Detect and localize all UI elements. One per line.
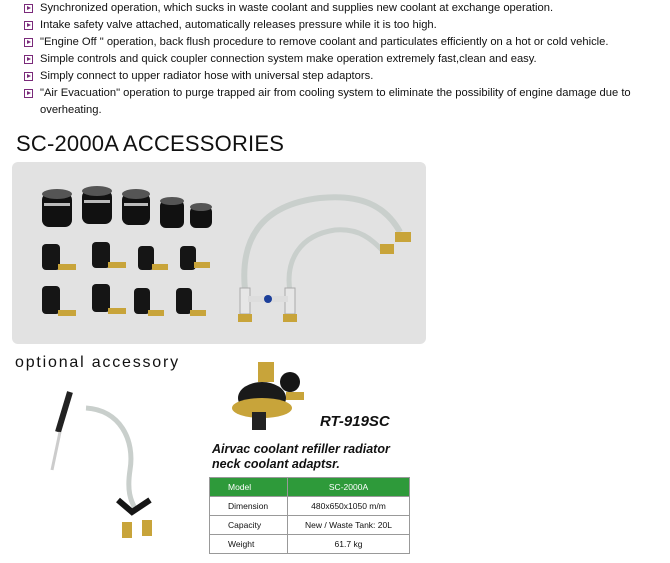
feature-item: Simple controls and quick coupler connection system make operation extremely fast,clean and easy.: [24, 51, 664, 68]
feature-item: "Air Evacuation" operation to purge trapped air from cooling system to eliminate the possibility of engine damage due to overheating.: [24, 85, 664, 119]
refiller-hose-icon: [52, 392, 152, 538]
optional-accessory-heading: optional accessory: [15, 354, 180, 371]
step-adaptor-icon: [42, 242, 210, 316]
rt919sc-adaptor-icon: [232, 362, 304, 430]
hose-sleeve-icon: [42, 186, 212, 228]
feature-item: "Engine Off " operation, back flush procedure to remove coolant and particulates efficiently on a hot or cold vehicle.: [24, 34, 664, 51]
product-code: RT-919SC: [320, 413, 390, 430]
table-row: Capacity New / Waste Tank: 20L: [210, 516, 410, 535]
feature-item: Synchronized operation, which sucks in waste coolant and supplies new coolant at exchange operation.: [24, 0, 664, 17]
flush-hose-assembly-icon: [238, 197, 411, 322]
feature-item: Intake safety valve attached, automatically releases pressure while it is too high.: [24, 17, 664, 34]
table-row: Weight 61.7 kg: [210, 535, 410, 554]
product-description: Airvac coolant refiller radiator neck coolant adaptsr.: [212, 442, 390, 471]
table-row: Dimension 480x650x1050 m/m: [210, 497, 410, 516]
spec-table-header: Model SC-2000A: [210, 478, 410, 497]
accessories-heading: SC-2000A ACCESSORIES: [16, 131, 285, 156]
spec-table: [209, 477, 410, 554]
feature-item: Simply connect to upper radiator hose with universal step adaptors.: [24, 68, 664, 85]
